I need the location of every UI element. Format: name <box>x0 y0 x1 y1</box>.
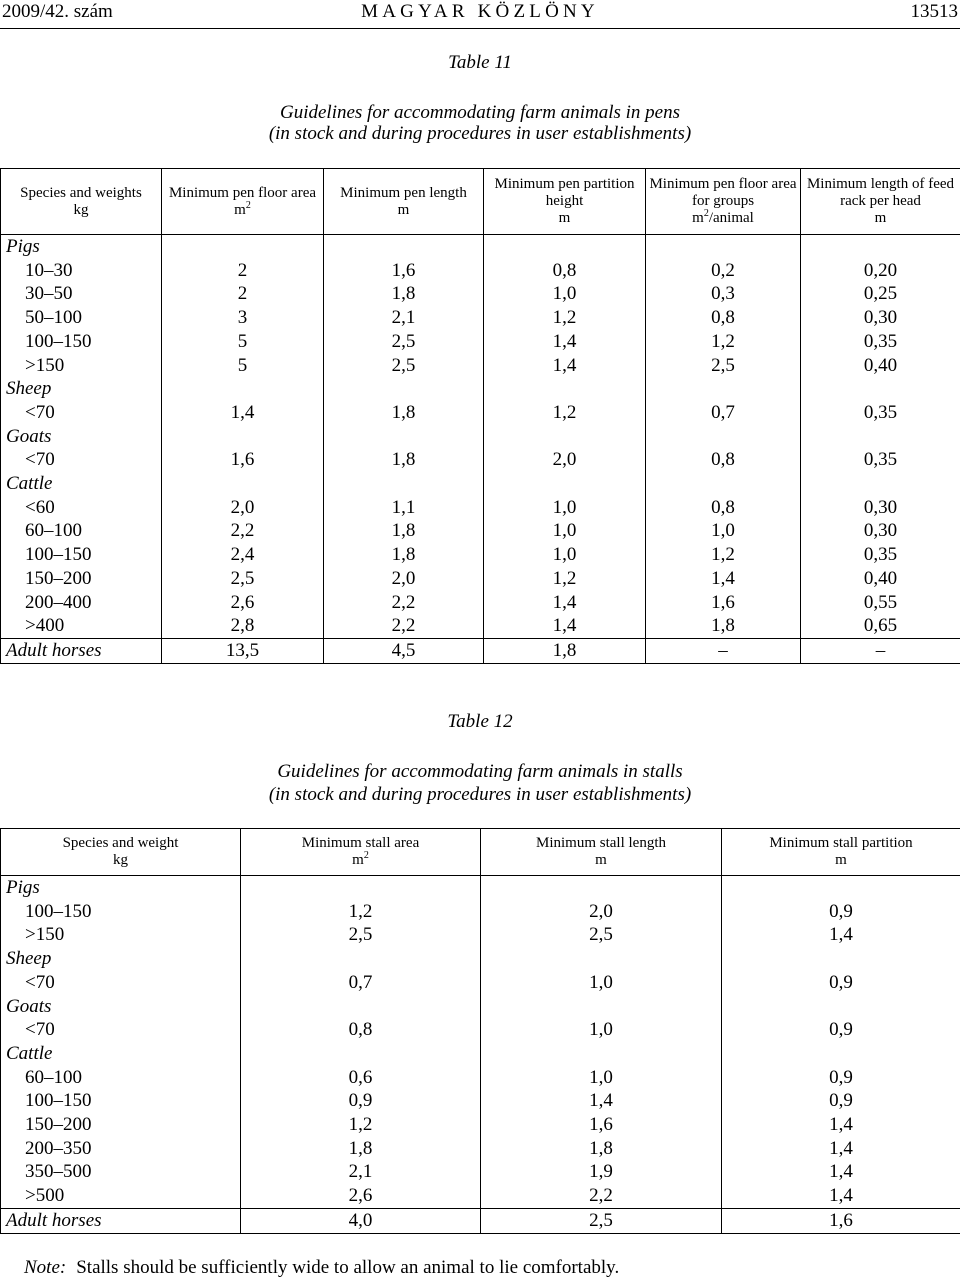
header-text: Minimum length of feed <box>806 176 955 192</box>
value-cell: 5 <box>162 330 324 354</box>
table-row <box>1 591 960 615</box>
value-cell: 1,8 <box>481 1137 722 1161</box>
group-row <box>1 1042 960 1066</box>
value-cell: 0,9 <box>722 1089 960 1113</box>
table-row <box>1 1066 960 1090</box>
header-line <box>1 852 240 869</box>
unit-exponent: 2 <box>245 199 251 211</box>
group-row <box>1 472 960 496</box>
value-cell: 0,3 <box>646 282 801 306</box>
empty-cell <box>481 1042 722 1066</box>
header-line <box>324 185 483 202</box>
table12-title-line1: Guidelines for accommodating farm animals in stalls <box>277 761 683 782</box>
header-line <box>484 176 645 193</box>
header-text: /animal <box>708 210 754 226</box>
column-header <box>481 829 722 876</box>
group-row <box>1 377 960 401</box>
empty-cell <box>801 235 960 259</box>
header-line <box>722 835 960 852</box>
header-line <box>1 185 161 202</box>
header-text: Minimum stall partition <box>769 835 913 851</box>
header-line <box>241 835 480 852</box>
value-cell: 0,7 <box>241 971 481 995</box>
empty-cell <box>481 947 722 971</box>
value-cell: 0,8 <box>484 259 646 283</box>
value-cell: 2,5 <box>162 567 324 591</box>
header-text: m <box>692 210 704 226</box>
value-cell: 2,1 <box>324 306 484 330</box>
header-text: kg <box>73 201 89 218</box>
stalls-table <box>0 828 960 1234</box>
empty-cell <box>484 377 646 401</box>
value-cell: 1,2 <box>646 543 801 567</box>
table11-title-line2: (in stock and during procedures in user establishments) <box>268 123 692 144</box>
column-header <box>484 169 646 235</box>
column-header <box>801 169 960 235</box>
table-row <box>1 354 960 378</box>
value-cell: 2,6 <box>162 591 324 615</box>
value-cell: 1,4 <box>481 1089 722 1113</box>
species-group: Sheep <box>1 377 162 401</box>
value-cell: 0,35 <box>801 448 960 472</box>
empty-cell <box>481 995 722 1019</box>
value-cell: 1,0 <box>646 519 801 543</box>
table-row <box>1 306 960 330</box>
table-row <box>1 1160 960 1184</box>
empty-cell <box>481 876 722 900</box>
value-cell: 1,4 <box>722 923 960 947</box>
weight-range: 60–100 <box>1 519 162 543</box>
empty-cell <box>324 377 484 401</box>
weight-range: 150–200 <box>1 567 162 591</box>
species-group: Pigs <box>1 235 162 259</box>
weight-range: <70 <box>1 1018 241 1042</box>
table-row <box>1 519 960 543</box>
empty-cell <box>646 472 801 496</box>
header-text: m <box>352 852 364 868</box>
value-cell: 1,8 <box>324 519 484 543</box>
header-line <box>241 852 480 869</box>
header-text: Species and weight <box>62 835 179 851</box>
table-row <box>1 614 960 638</box>
value-cell: 1,4 <box>722 1160 960 1184</box>
value-cell: 1,2 <box>484 401 646 425</box>
group-row <box>1 876 960 900</box>
value-cell: 2,5 <box>646 354 801 378</box>
header-text: Minimum pen floor area <box>168 184 317 201</box>
empty-cell <box>484 425 646 449</box>
value-cell: 2,1 <box>241 1160 481 1184</box>
species-group: Goats <box>1 995 241 1019</box>
value-cell: 1,4 <box>722 1113 960 1137</box>
value-cell: 0,55 <box>801 591 960 615</box>
table12-number: Table 12 <box>447 711 513 732</box>
table-row <box>1 259 960 283</box>
table-row <box>1 1113 960 1137</box>
header-line <box>481 852 721 869</box>
value-cell: 1,4 <box>722 1184 960 1208</box>
value-cell: 2 <box>162 259 324 283</box>
value-cell: 0,35 <box>801 543 960 567</box>
empty-cell <box>646 235 801 259</box>
value-cell: 1,4 <box>722 1137 960 1161</box>
value-cell: 2,2 <box>162 519 324 543</box>
value-cell: 0,9 <box>722 1018 960 1042</box>
unit-exponent: 2 <box>703 208 709 219</box>
value-cell: 3 <box>162 306 324 330</box>
value-cell: 1,0 <box>481 1018 722 1042</box>
species-group: Cattle <box>1 1042 241 1066</box>
value-cell: 2,8 <box>162 614 324 638</box>
value-cell: 2,0 <box>484 448 646 472</box>
value-cell: 1,8 <box>241 1137 481 1161</box>
value-cell: 1,4 <box>484 591 646 615</box>
table-row <box>1 567 960 591</box>
empty-cell <box>241 1042 481 1066</box>
weight-range: <70 <box>1 401 162 425</box>
empty-cell <box>241 995 481 1019</box>
header-line <box>646 176 800 193</box>
unit-exponent: 2 <box>363 850 369 861</box>
species-group: Goats <box>1 425 162 449</box>
header-text: m <box>558 210 571 226</box>
weight-range: >400 <box>1 614 162 638</box>
weight-range: 100–150 <box>1 1089 241 1113</box>
weight-range: 50–100 <box>1 306 162 330</box>
value-cell: 1,4 <box>484 354 646 378</box>
empty-cell <box>801 472 960 496</box>
value-cell: 1,6 <box>162 448 324 472</box>
value-cell: 1,1 <box>324 496 484 520</box>
empty-cell <box>722 995 960 1019</box>
value-cell: 2,6 <box>241 1184 481 1208</box>
header-line <box>162 185 323 202</box>
column-header <box>722 829 960 876</box>
header-text: Minimum stall length <box>536 835 666 851</box>
table11-number: Table 11 <box>448 52 512 73</box>
header-text: rack per head <box>840 193 921 209</box>
value-cell: 1,9 <box>481 1160 722 1184</box>
value-cell: 0,8 <box>241 1018 481 1042</box>
header-line <box>801 176 960 193</box>
value-cell: 1,0 <box>484 543 646 567</box>
header-line <box>646 210 800 227</box>
column-header <box>1 169 162 235</box>
value-cell: 1,4 <box>162 401 324 425</box>
value-cell: 0,35 <box>801 401 960 425</box>
value-cell: 1,4 <box>646 567 801 591</box>
empty-cell <box>801 377 960 401</box>
header-text: m <box>397 201 410 218</box>
empty-cell <box>722 1042 960 1066</box>
header-line <box>1 202 161 219</box>
empty-cell <box>646 377 801 401</box>
adult-horses-row <box>1 638 960 663</box>
header-text: Minimum pen partition <box>494 176 635 192</box>
weight-range: 350–500 <box>1 1160 241 1184</box>
value-cell: 4,5 <box>324 638 484 663</box>
value-cell: 1,0 <box>484 496 646 520</box>
species-group: Sheep <box>1 947 241 971</box>
value-cell: 0,7 <box>646 401 801 425</box>
value-cell: 4,0 <box>241 1208 481 1233</box>
group-row <box>1 235 960 259</box>
value-cell: 1,4 <box>484 330 646 354</box>
header-line <box>484 210 645 227</box>
empty-cell <box>162 425 324 449</box>
empty-cell <box>801 425 960 449</box>
value-cell: 0,9 <box>241 1089 481 1113</box>
value-cell: 2,0 <box>162 496 324 520</box>
empty-cell <box>324 235 484 259</box>
empty-cell <box>324 472 484 496</box>
value-cell: 2,2 <box>324 591 484 615</box>
weight-range: 200–400 <box>1 591 162 615</box>
value-cell: 2,4 <box>162 543 324 567</box>
table-row <box>1 496 960 520</box>
value-cell: – <box>801 638 960 663</box>
value-cell: 2,5 <box>241 923 481 947</box>
table-row <box>1 330 960 354</box>
value-cell: 2,5 <box>481 923 722 947</box>
value-cell: 1,6 <box>646 591 801 615</box>
weight-range: 150–200 <box>1 1113 241 1137</box>
adult-horses-row <box>1 1208 960 1233</box>
header-line <box>1 835 240 852</box>
stall-note <box>24 1257 619 1279</box>
empty-cell <box>162 377 324 401</box>
value-cell: 1,2 <box>241 1113 481 1137</box>
value-cell: 0,30 <box>801 496 960 520</box>
species-group: Pigs <box>1 876 241 900</box>
value-cell: 0,25 <box>801 282 960 306</box>
value-cell: 0,40 <box>801 354 960 378</box>
column-header <box>646 169 801 235</box>
group-row <box>1 947 960 971</box>
value-cell: 1,0 <box>484 519 646 543</box>
page-number: 13513 <box>910 1 958 22</box>
value-cell: 1,2 <box>484 306 646 330</box>
value-cell: 1,8 <box>324 543 484 567</box>
value-cell: 0,9 <box>722 971 960 995</box>
table-row <box>1 401 960 425</box>
header-line <box>162 199 323 219</box>
weight-range: >500 <box>1 1184 241 1208</box>
value-cell: 1,8 <box>324 401 484 425</box>
weight-range: >150 <box>1 923 241 947</box>
value-cell: 1,0 <box>481 971 722 995</box>
value-cell: 2,5 <box>481 1208 722 1233</box>
value-cell: 2 <box>162 282 324 306</box>
value-cell: 1,6 <box>722 1208 960 1233</box>
weight-range: 60–100 <box>1 1066 241 1090</box>
value-cell: 0,40 <box>801 567 960 591</box>
weight-range: <60 <box>1 496 162 520</box>
header-line <box>722 852 960 869</box>
empty-cell <box>484 235 646 259</box>
header-text: m <box>234 201 246 218</box>
table-row <box>1 448 960 472</box>
value-cell: 0,30 <box>801 306 960 330</box>
table-row <box>1 543 960 567</box>
issue-number: 2009/42. szám <box>2 1 113 22</box>
value-cell: – <box>646 638 801 663</box>
empty-cell <box>241 876 481 900</box>
species-group: Adult horses <box>1 1208 241 1233</box>
note-label: Note: <box>24 1257 67 1278</box>
header-text: Minimum pen floor area <box>649 176 797 192</box>
table12-title-line2: (in stock and during procedures in user establishments) <box>268 784 692 805</box>
empty-cell <box>484 472 646 496</box>
header-text: m <box>874 210 887 226</box>
value-cell: 2,0 <box>324 567 484 591</box>
value-cell: 1,2 <box>484 567 646 591</box>
column-header <box>241 829 481 876</box>
header-text: m <box>595 852 607 868</box>
value-cell: 1,8 <box>324 282 484 306</box>
table-row <box>1 1137 960 1161</box>
value-cell: 0,8 <box>646 448 801 472</box>
value-cell: 0,8 <box>646 306 801 330</box>
value-cell: 1,6 <box>481 1113 722 1137</box>
value-cell: 1,6 <box>324 259 484 283</box>
value-cell: 0,65 <box>801 614 960 638</box>
weight-range: 30–50 <box>1 282 162 306</box>
value-cell: 5 <box>162 354 324 378</box>
value-cell: 1,0 <box>481 1066 722 1090</box>
journal-title: MAGYAR KÖZLÖNY <box>361 1 599 22</box>
header-text: for groups <box>691 193 755 209</box>
table11-title-line1: Guidelines for accommodating farm animals in pens <box>279 102 681 123</box>
empty-cell <box>722 947 960 971</box>
header-line <box>646 193 800 210</box>
value-cell: 1,8 <box>646 614 801 638</box>
value-cell: 1,8 <box>484 638 646 663</box>
value-cell: 2,5 <box>324 330 484 354</box>
value-cell: 2,0 <box>481 900 722 924</box>
group-row <box>1 425 960 449</box>
page-header <box>0 0 960 29</box>
header-line <box>801 210 960 227</box>
value-cell: 2,5 <box>324 354 484 378</box>
table-row <box>1 923 960 947</box>
header-line <box>801 193 960 210</box>
species-group: Cattle <box>1 472 162 496</box>
table-row <box>1 282 960 306</box>
weight-range: 100–150 <box>1 900 241 924</box>
column-header <box>1 829 241 876</box>
weight-range: <70 <box>1 448 162 472</box>
empty-cell <box>162 472 324 496</box>
header-text: kg <box>113 852 128 868</box>
column-header <box>162 169 324 235</box>
empty-cell <box>162 235 324 259</box>
empty-cell <box>646 425 801 449</box>
weight-range: <70 <box>1 971 241 995</box>
weight-range: 100–150 <box>1 330 162 354</box>
header-text: Minimum pen length <box>340 184 467 201</box>
header-text: Species and weights <box>20 184 142 201</box>
pens-table <box>0 168 960 664</box>
empty-cell <box>241 947 481 971</box>
weight-range: 10–30 <box>1 259 162 283</box>
value-cell: 0,20 <box>801 259 960 283</box>
weight-range: 200–350 <box>1 1137 241 1161</box>
header-line <box>324 202 483 219</box>
value-cell: 0,2 <box>646 259 801 283</box>
value-cell: 1,4 <box>484 614 646 638</box>
value-cell: 13,5 <box>162 638 324 663</box>
table-row <box>1 1089 960 1113</box>
header-text: height <box>545 193 584 209</box>
value-cell: 2,2 <box>481 1184 722 1208</box>
weight-range: >150 <box>1 354 162 378</box>
value-cell: 0,35 <box>801 330 960 354</box>
header-text: m <box>835 852 847 868</box>
value-cell: 0,9 <box>722 900 960 924</box>
header-line <box>484 193 645 210</box>
note-text: Stalls should be sufficiently wide to allow an animal to lie comfortably. <box>76 1257 620 1278</box>
value-cell: 1,0 <box>484 282 646 306</box>
weight-range: 100–150 <box>1 543 162 567</box>
table-row <box>1 1018 960 1042</box>
species-group: Adult horses <box>1 638 162 663</box>
column-header <box>324 169 484 235</box>
value-cell: 0,9 <box>722 1066 960 1090</box>
group-row <box>1 995 960 1019</box>
value-cell: 2,2 <box>324 614 484 638</box>
value-cell: 0,30 <box>801 519 960 543</box>
table-row <box>1 971 960 995</box>
value-cell: 1,8 <box>324 448 484 472</box>
value-cell: 0,6 <box>241 1066 481 1090</box>
header-text: Minimum stall area <box>301 835 420 851</box>
value-cell: 0,8 <box>646 496 801 520</box>
header-line <box>481 835 721 852</box>
value-cell: 1,2 <box>646 330 801 354</box>
value-cell: 1,2 <box>241 900 481 924</box>
empty-cell <box>722 876 960 900</box>
empty-cell <box>324 425 484 449</box>
table-row <box>1 900 960 924</box>
table-row <box>1 1184 960 1208</box>
